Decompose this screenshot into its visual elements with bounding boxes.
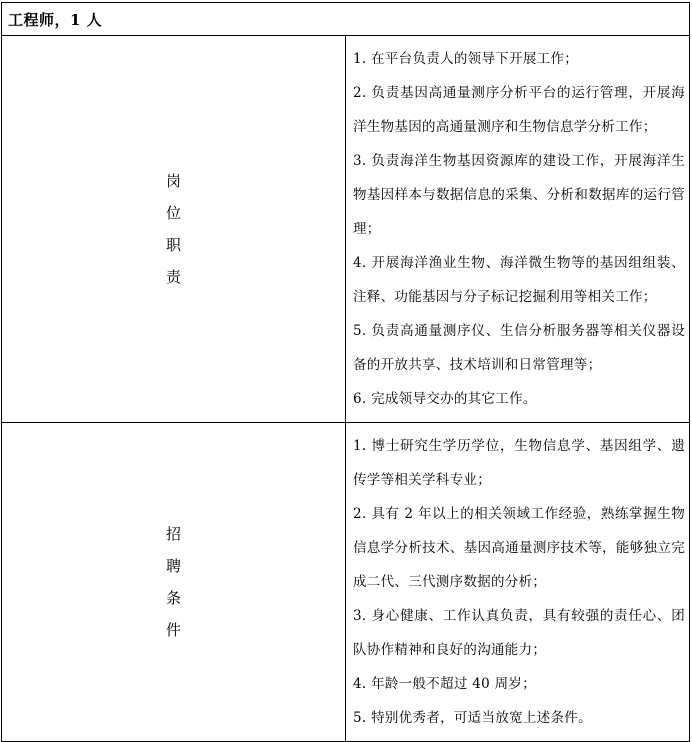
- requirement-item: 4. 年龄一般不超过 40 周岁；: [353, 676, 537, 692]
- requirement-item: 2. 具有 2 年以上的相关领域工作经验，熟练掌握生物信息学分析技术、基因高通量测序技术等，能够独立完成二代、三代测序数据的分析；: [353, 506, 685, 590]
- requirements-label: [2, 423, 346, 742]
- duties-label-char: 位: [165, 204, 181, 222]
- requirement-item: 1. 博士研究生学历学位，生物信息学、基因组学、遗传学等相关学科专业；: [353, 438, 685, 488]
- requirements-label-char: 条: [165, 589, 181, 607]
- requirements-label-char: 招: [165, 525, 181, 543]
- duty-item: 6. 完成领导交办的其它工作。: [353, 391, 537, 407]
- requirements-label-char: 聘: [165, 557, 181, 575]
- duties-row: [2, 36, 690, 423]
- duty-item: 3. 负责海洋生物基因资源库的建设工作，开展海洋生物基因样本与数据信息的采集、分析和数据库的运行管理；: [353, 153, 685, 237]
- duty-item: 2. 负责基因高通量测序分析平台的运行管理，开展海洋生物基因的高通量测序和生物信息学分析工作；: [353, 85, 685, 135]
- requirement-item: 3. 身心健康、工作认真负责，具有较强的责任心、团队协作精神和良好的沟通能力；: [353, 608, 685, 658]
- requirements-label-char: 件: [165, 621, 181, 639]
- requirements-row: [2, 423, 690, 742]
- duties-content: [346, 36, 690, 423]
- duties-label-char: 岗: [165, 172, 181, 190]
- duties-label-char: 责: [165, 268, 181, 286]
- position-title: 工程师，1 人: [2, 3, 690, 36]
- duties-label-char: 职: [165, 236, 181, 254]
- duty-item: 5. 负责高通量测序仪、生信分析服务器等相关仪器设备的开放共享、技术培训和日常管理等；: [353, 323, 685, 373]
- requirements-content: [346, 423, 690, 742]
- duties-label: [2, 36, 346, 423]
- requirement-item: 5. 特别优秀者，可适当放宽上述条件。: [353, 710, 592, 726]
- duty-item: 4. 开展海洋渔业生物、海洋微生物等的基因组组装、注释、功能基因与分子标记挖掘利用等相关工作；: [353, 255, 685, 305]
- duty-item: 1. 在平台负责人的领导下开展工作；: [353, 51, 579, 67]
- job-posting-table: [1, 2, 690, 742]
- title-row: [2, 3, 690, 36]
